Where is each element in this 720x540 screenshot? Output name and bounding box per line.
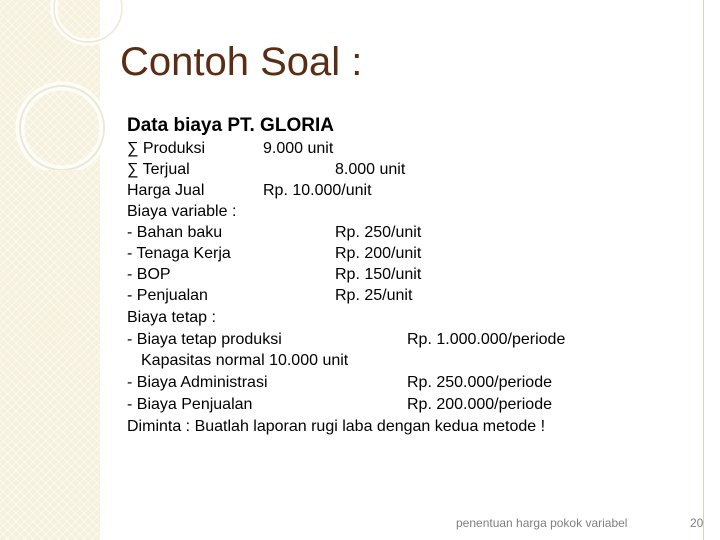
page-number: 20 [690, 516, 704, 530]
row-value: Rp. 200.000/periode [407, 396, 552, 413]
row-value: Rp. 150/unit [335, 266, 422, 283]
footer-text: penentuan harga pokok variabel [456, 516, 628, 530]
row-label: - Penjualan [127, 287, 208, 304]
row-value: Rp. 1.000.000/periode [407, 331, 566, 348]
row-value: 8.000 unit [335, 161, 406, 178]
row-label: - Biaya tetap produksi [127, 331, 282, 348]
row-value: Rp. 250.000/periode [407, 374, 552, 391]
row-value: 9.000 unit [263, 140, 334, 157]
row-value: Rp. 25/unit [335, 287, 413, 304]
row-label: - Biaya Penjualan [127, 396, 253, 413]
row-label: ∑ Terjual [127, 161, 190, 178]
row-label: Kapasitas normal 10.000 unit [141, 352, 349, 369]
decorative-right-line [703, 0, 704, 540]
row-value: Rp. 200/unit [335, 245, 422, 262]
row-label: ∑ Produksi [127, 140, 206, 157]
row-label: Harga Jual [127, 182, 205, 199]
data-heading: Data biaya PT. GLORIA [127, 115, 334, 136]
decorative-swirl [0, 0, 130, 170]
row-label: - Biaya Administrasi [127, 374, 268, 391]
slide-title: Contoh Soal : [120, 40, 363, 84]
row-value: Rp. 250/unit [335, 224, 422, 241]
row-label: Biaya tetap : [127, 309, 216, 326]
row-label: - Bahan baku [127, 224, 223, 241]
row-label: Diminta : Buatlah laporan rugi laba dengan kedua metode ! [127, 418, 546, 435]
row-value: Rp. 10.000/unit [263, 182, 372, 199]
row-label: Biaya variable : [127, 203, 237, 220]
row-label: - BOP [127, 266, 171, 283]
row-label: - Tenaga Kerja [127, 245, 231, 262]
